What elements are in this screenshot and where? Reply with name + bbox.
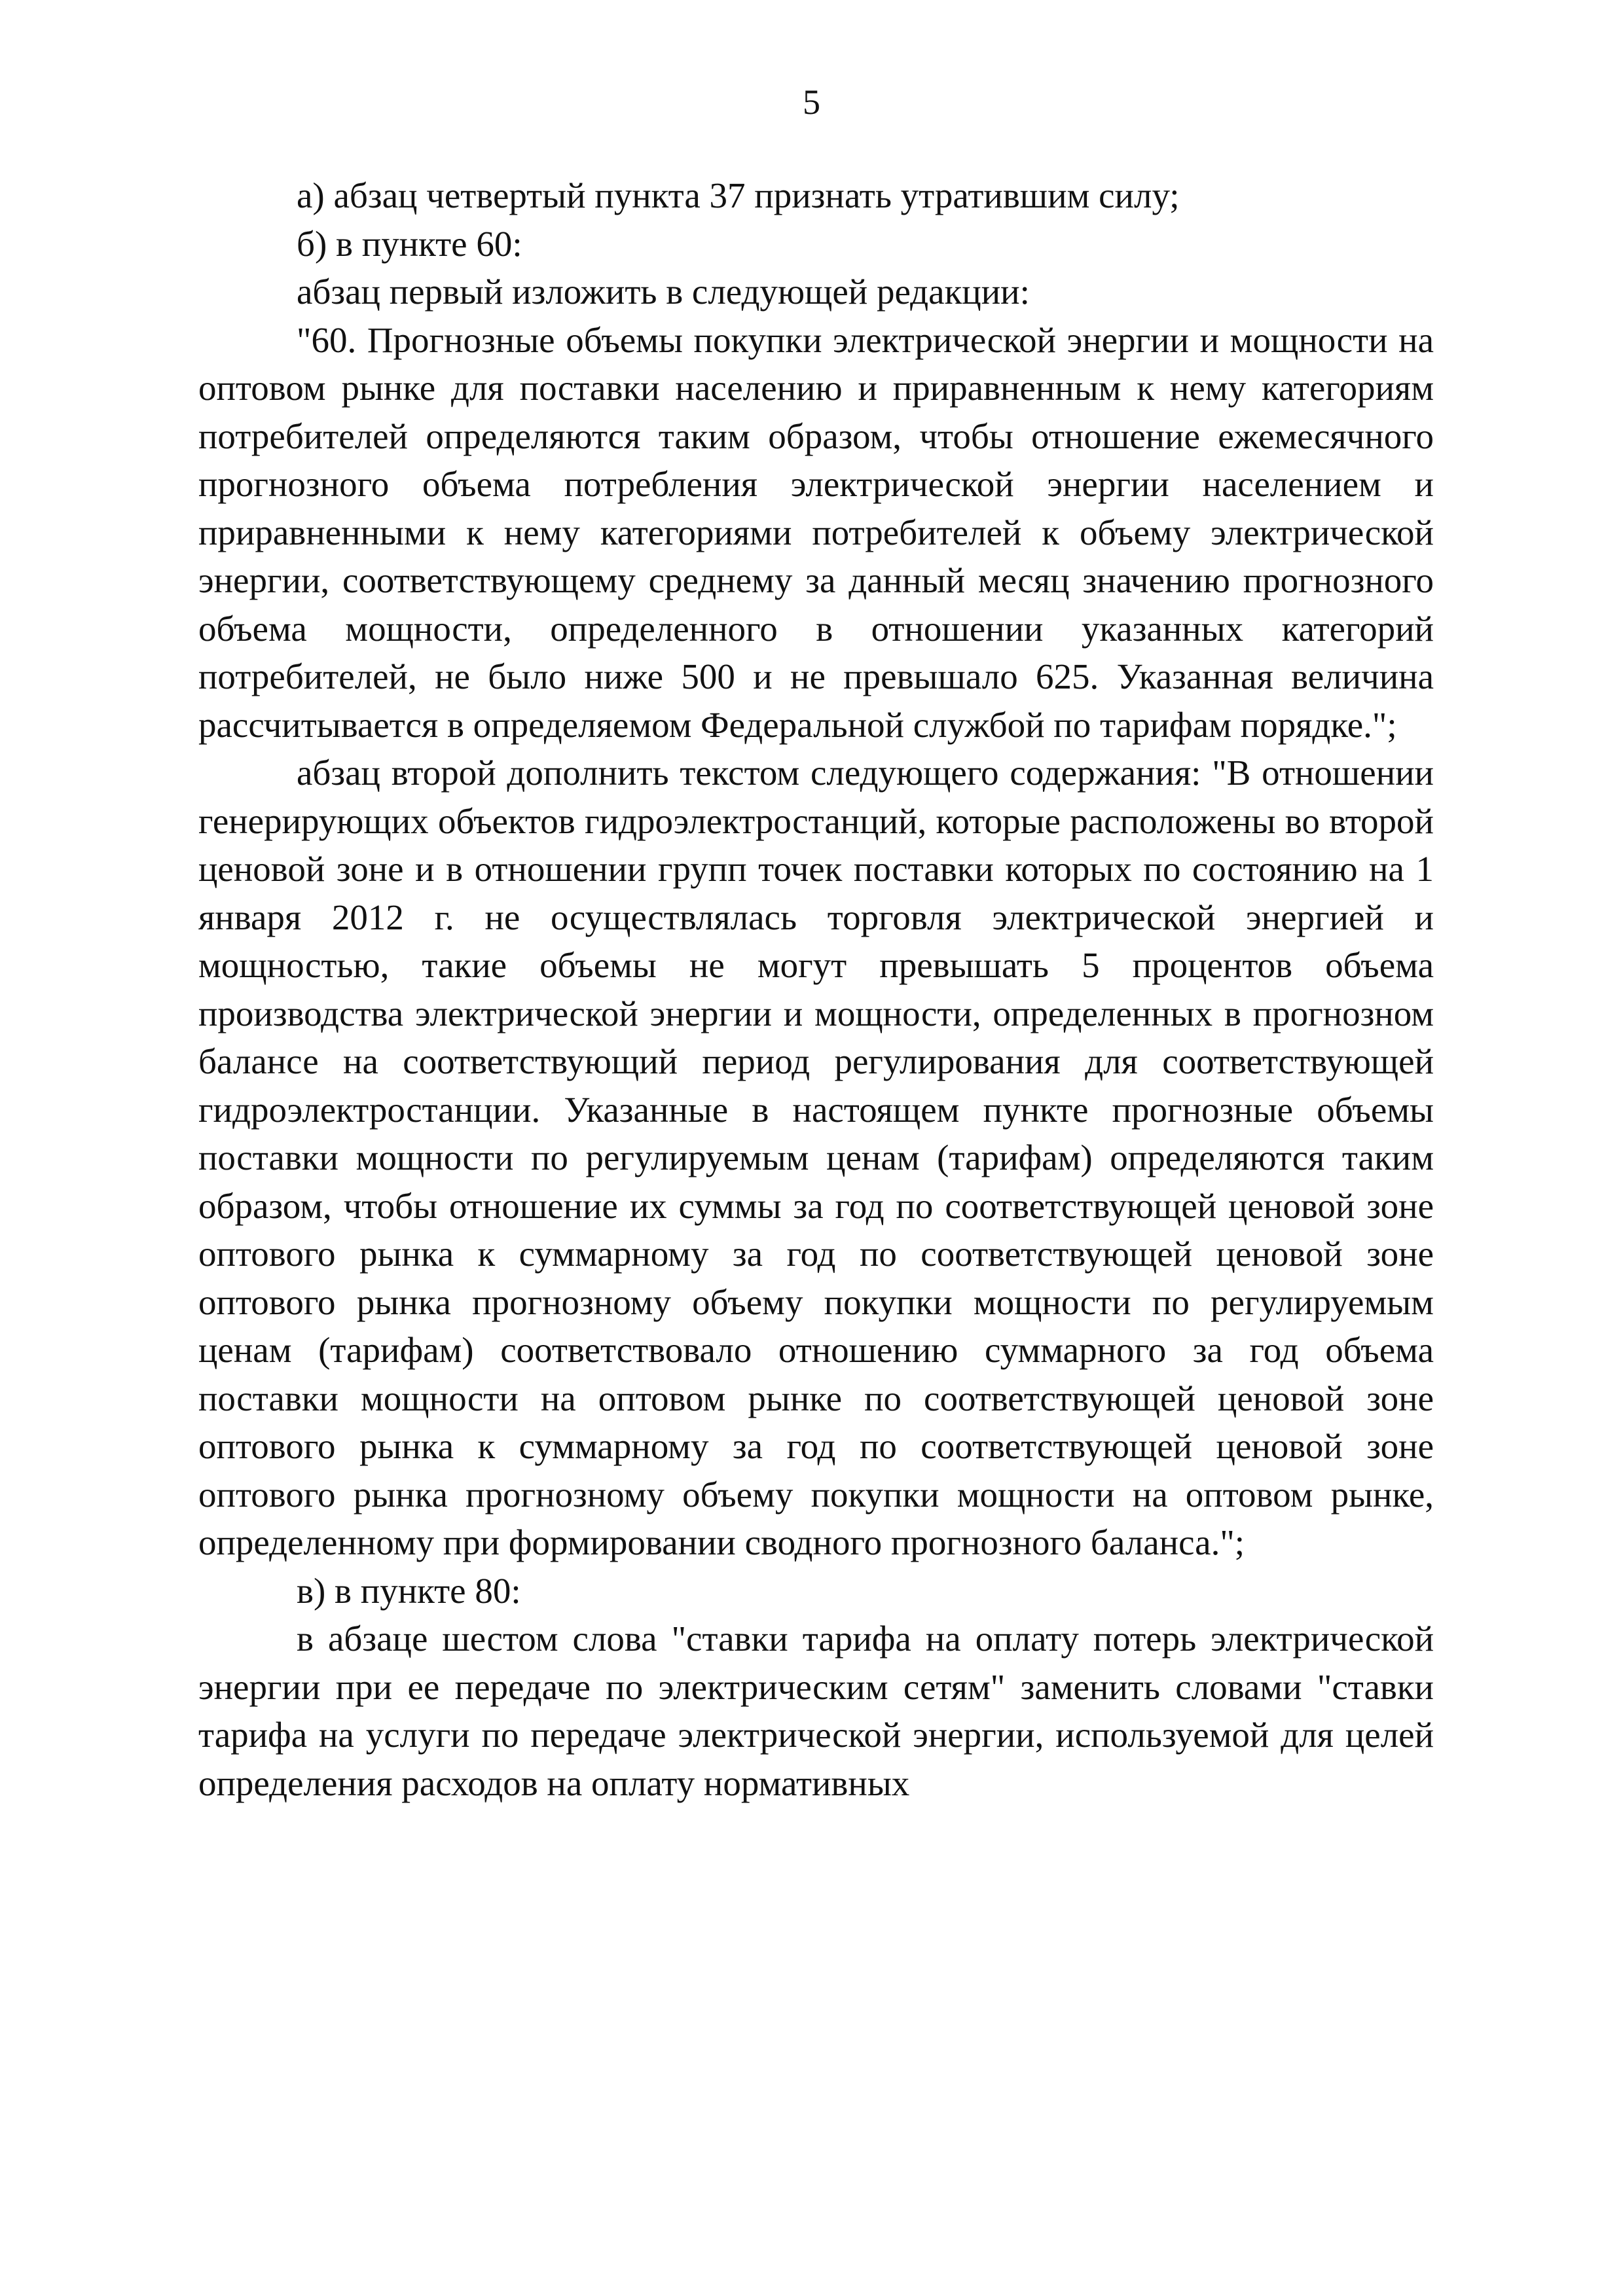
paragraph-clause-60: "60. Прогнозные объемы покупки электрической энергии и мощности на оптовом рынке для поставки населению и приравненным к нему категориям потребителей определяются таким образом, чтобы отношение ежемесячного прогнозного объема потребления электрической энергии населением и приравненными к нему категориями потребителей к объему электрической энергии, соответствующему среднему за данный месяц значению прогнозного объема мощности, определенного в отношении указанных категорий потребителей, не было ниже 500 и не превышало 625. Указанная величина рассчитывается в определяемом Федеральной службой по тарифам порядке."; bbox=[198, 319, 1434, 745]
document-body bbox=[198, 171, 1434, 1807]
page-number: 5 bbox=[803, 82, 820, 122]
paragraph-sixth-abzac-replacement: в абзаце шестом слова "ставки тарифа на оплату потерь электрической энергии при ее передаче по электрическим сетям" заменить словами "ставки тарифа на услуги по передаче электрической энергии, используемой для целей определения расходов на оплату нормативных bbox=[198, 1619, 1434, 1803]
paragraph-item-b: б) в пункте 60: bbox=[297, 223, 522, 264]
paragraph-first-abzac-instruction: абзац первый изложить в следующей редакции: bbox=[297, 272, 1030, 312]
paragraph-item-a: а) абзац четвертый пункта 37 признать утратившим силу; bbox=[297, 175, 1180, 215]
paragraph-second-abzac-addition: абзац второй дополнить текстом следующего содержания: "В отношении генерирующих объектов гидроэлектростанций, которые расположены во второй ценовой зоне и в отношении групп точек поставки которых по состоянию на 1 января 2012 г. не осуществлялась торговля электрической энергией и мощностью, такие объемы не могут превышать 5 процентов объема производства электрической энергии и мощности, определенных в прогнозном балансе на соответствующий период регулирования для соответствующей гидроэлектростанции. Указанные в настоящем пункте прогнозные объемы поставки мощности по регулируемым ценам (тарифам) определяются таким образом, чтобы отношение их суммы за год по соответствующей ценовой зоне оптового рынка к суммарному за год по соответствующей ценовой зоне оптового рынка прогнозному объему покупки мощности по регулируемым ценам (тарифам) соответствовало отношению суммарного за год объема поставки мощности на оптовом рынке по соответствующей ценовой зоне оптового рынка к суммарному за год по соответствующей ценовой зоне оптового рынка прогнозному объему покупки мощности на оптовом рынке, определенному при формировании сводного прогнозного баланса."; bbox=[198, 753, 1434, 1562]
paragraph-item-v: в) в пункте 80: bbox=[297, 1570, 521, 1611]
